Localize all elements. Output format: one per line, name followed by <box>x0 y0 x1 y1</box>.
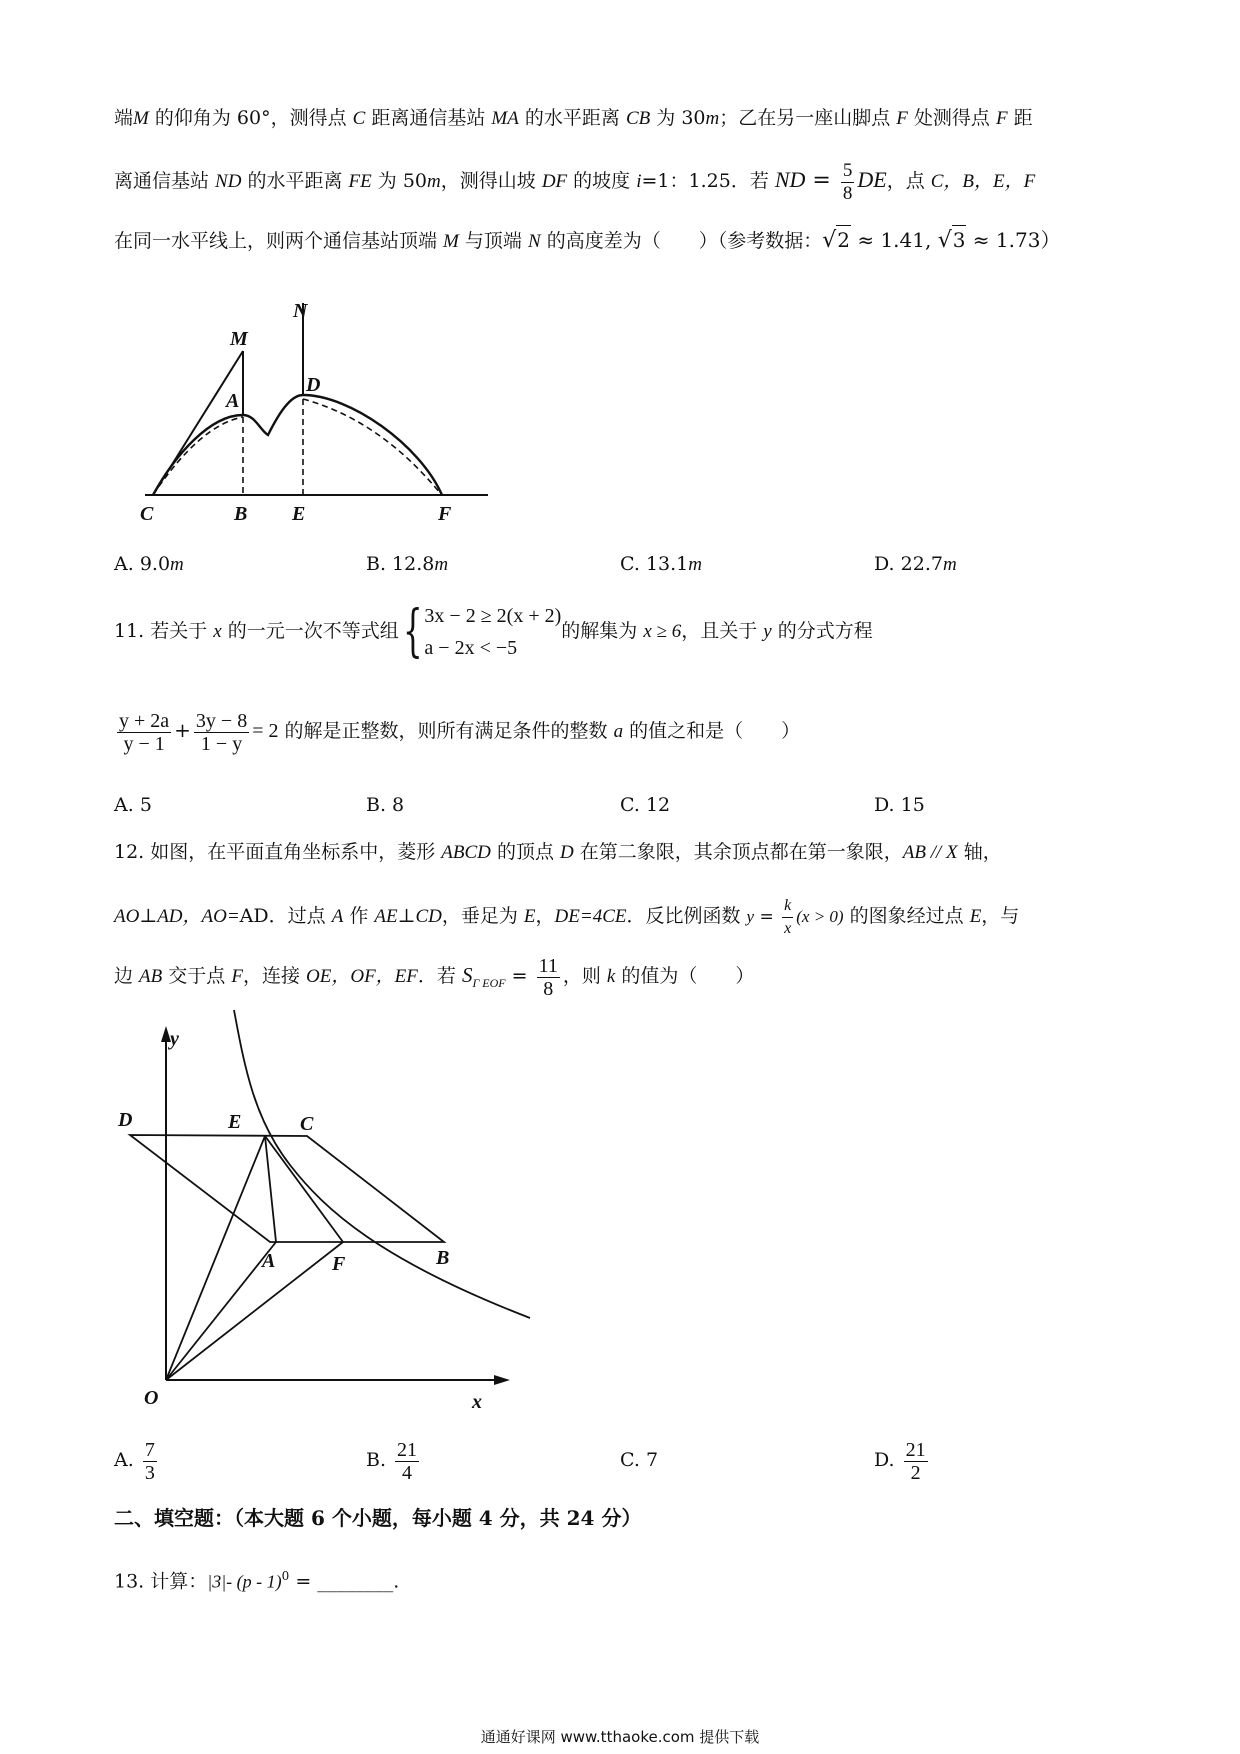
numerator: 7 <box>144 1438 155 1461</box>
equals: = <box>754 907 780 927</box>
option-unit: m <box>434 554 449 575</box>
option-letter: C. <box>620 1449 646 1471</box>
label-c: C <box>300 1113 314 1135</box>
label-e: E <box>228 1111 242 1133</box>
denominator: 4 <box>402 1461 413 1484</box>
radicand: 2 <box>836 225 851 254</box>
numerator: 21 <box>905 1438 926 1461</box>
text: ，测得山坡 <box>440 170 542 192</box>
label-n: N <box>293 300 308 322</box>
label-o: O <box>144 1387 159 1409</box>
option-letter: A. <box>114 553 140 575</box>
q11-option-c <box>620 791 670 819</box>
text: 的值之和是（ ） <box>623 720 801 742</box>
text: ；乙在另一座山脚点 <box>719 107 897 129</box>
text: ，且关于 <box>681 620 764 642</box>
unit-m: m <box>705 108 720 129</box>
text: 端 <box>114 107 134 129</box>
mountain-figure <box>130 295 500 530</box>
var-cb: CB <box>625 108 651 129</box>
fraction-2 <box>194 710 249 755</box>
var-nd: ND <box>774 167 806 192</box>
option-value: 12.8 <box>392 553 435 575</box>
approx-value: ≈ 1.41, <box>850 228 938 252</box>
label-f: F <box>438 503 452 525</box>
option-value: 5 <box>139 794 152 816</box>
text: 的水平距离 <box>518 107 626 129</box>
text: 的仰角为 60°，测得点 <box>148 107 353 129</box>
var-c: C <box>352 108 366 129</box>
option-value: 7 <box>645 1449 659 1471</box>
sqrt-sign: √ <box>937 228 952 253</box>
option-fraction <box>904 1439 928 1484</box>
option-letter: A. <box>114 1449 140 1471</box>
q11-line-1 <box>114 596 873 667</box>
q11-line-2 <box>114 700 800 762</box>
var-ma: MA <box>491 108 519 129</box>
option-value: 13.1 <box>645 553 689 575</box>
q12-line-2 <box>114 886 1019 947</box>
expression: |3|- (p - 1) <box>207 1571 282 1592</box>
label-m: M <box>230 328 248 350</box>
text: 在同一水平线上，则两个通信基站顶端 <box>114 230 444 252</box>
fraction-k-x <box>782 895 793 940</box>
text: 离通信基站 <box>114 170 216 192</box>
var-i: i <box>636 171 642 192</box>
numerator: 21 <box>397 1438 418 1461</box>
q10-option-d <box>874 550 957 579</box>
text: 交于点 <box>162 965 232 987</box>
condition-text: AO⊥AD，AO= <box>114 906 240 927</box>
inequality-system <box>424 600 561 664</box>
option-letter: D. <box>874 553 901 575</box>
text: 与顶端 <box>458 230 528 252</box>
option-value: 9.0 <box>139 553 171 575</box>
var-n: N <box>527 231 541 252</box>
option-letter: C. <box>620 553 646 575</box>
label-b: B <box>234 503 248 525</box>
var-k: k <box>606 966 616 987</box>
option-value: 15 <box>900 794 925 816</box>
plus-sign: + <box>174 718 191 742</box>
fraction-1 <box>117 710 171 755</box>
denominator: 2 <box>910 1461 921 1484</box>
option-unit: m <box>170 554 184 575</box>
text: 的一元一次不等式组 <box>221 620 399 642</box>
text: ，点 <box>886 170 931 192</box>
var-y: y <box>746 907 755 926</box>
option-value: 12 <box>645 794 671 816</box>
text: 的值为（ ） <box>615 965 755 987</box>
approx-value: ≈ 1.73） <box>966 228 1061 252</box>
text: 距离通信基站 <box>365 107 492 129</box>
text: 的高度差为（ ）（参考数据： <box>540 230 823 252</box>
label-a: A <box>262 1250 276 1272</box>
text: 的顶点 <box>490 841 560 863</box>
text: ．过点 <box>268 905 332 927</box>
numerator: 5 <box>842 159 853 181</box>
label-a: A <box>226 390 240 412</box>
text: ，则 <box>562 965 607 987</box>
q10-line-1 <box>114 104 1033 133</box>
coordinate-figure <box>110 1000 540 1420</box>
var-e: E <box>969 906 982 927</box>
label-x: x <box>472 1391 482 1413</box>
label-d: D <box>306 374 321 396</box>
var-f: F <box>896 108 908 129</box>
var-ab: AB <box>139 966 163 987</box>
text: 12. 如图，在平面直角坐标系中，菱形 <box>114 841 442 863</box>
var-f: F <box>231 966 243 987</box>
denominator: y − 1 <box>123 732 165 755</box>
text: ．若 <box>417 965 462 987</box>
label-d: D <box>118 1109 133 1131</box>
text: 在第二象限，其余顶点都在第一象限， <box>573 841 903 863</box>
option-letter: B. <box>366 1449 393 1471</box>
text: 的分式方程 <box>771 620 873 642</box>
label-e: E <box>292 503 306 525</box>
numerator: 11 <box>538 954 558 977</box>
var-fe: FE <box>348 171 372 192</box>
denominator: 8 <box>543 977 554 1000</box>
numerator: k <box>782 895 793 918</box>
text: 的坡度 <box>567 170 637 192</box>
domain-condition: (x > 0) <box>796 907 844 926</box>
q10-option-c <box>620 550 702 579</box>
equals: = <box>505 965 534 987</box>
system-brace: { <box>402 599 423 664</box>
text: =1：1.25．若 <box>641 170 775 192</box>
text: 11. 若关于 <box>114 620 214 642</box>
text: 为 30 <box>650 107 706 129</box>
q10-option-b <box>366 550 448 579</box>
unit-m: m <box>427 171 441 192</box>
var-f: F <box>995 108 1008 129</box>
sqrt-sign: √ <box>822 228 837 253</box>
var-m: M <box>443 231 459 252</box>
label-c: C <box>140 503 154 525</box>
option-letter: C. <box>620 794 646 816</box>
denominator: 8 <box>842 182 853 204</box>
text: 处测得点 <box>907 107 996 129</box>
q10-line-3 <box>114 225 1060 256</box>
text: 作 <box>343 905 375 927</box>
label-f: F <box>332 1253 346 1275</box>
label-b: B <box>436 1247 450 1269</box>
var-d: D <box>560 842 574 863</box>
q11-option-a <box>114 791 152 819</box>
segments: OE，OF，EF <box>306 966 418 987</box>
text: 的图象经过点 <box>843 905 970 927</box>
var-ad: AD <box>239 905 269 927</box>
text: ．反比例函数 <box>626 905 747 927</box>
denominator: 3 <box>144 1461 155 1484</box>
var-a: a <box>613 721 624 742</box>
q12-option-b <box>366 1430 422 1490</box>
option-value: 8 <box>392 794 405 816</box>
q12-option-c <box>620 1430 658 1490</box>
var-de: DE <box>857 167 887 192</box>
text: ，垂足为 <box>441 905 524 927</box>
option-letter: D. <box>874 794 901 816</box>
var-e: E <box>523 906 536 927</box>
option-unit: m <box>688 554 702 575</box>
option-letter: B. <box>366 794 393 816</box>
inequality-1: 3x − 2 ≥ 2(x + 2) <box>424 605 562 627</box>
area-symbol: S <box>461 963 473 987</box>
text: ，连接 <box>242 965 307 987</box>
equals: = <box>805 168 838 193</box>
text: 轴， <box>957 841 1002 863</box>
text: 的解集为 <box>561 620 644 642</box>
q12-line-1 <box>114 838 1002 867</box>
equals: = 2 <box>252 720 279 742</box>
q11-option-d <box>874 791 925 819</box>
text: ，与 <box>981 905 1020 927</box>
area-subscript: Γ EOF <box>472 975 506 990</box>
q10-option-a <box>114 550 184 579</box>
var-df: DF <box>541 171 568 192</box>
points: C，B，E，F <box>930 171 1036 192</box>
option-fraction <box>395 1439 419 1484</box>
option-value: 22.7 <box>900 553 943 575</box>
solution-set: x ≥ 6 <box>643 621 682 642</box>
q12-option-d <box>874 1430 931 1490</box>
var-y: y <box>763 621 772 642</box>
q13-line <box>114 1562 399 1595</box>
option-letter: D. <box>874 1449 901 1471</box>
option-fraction <box>143 1439 157 1484</box>
footer-text: 通通好课网 www.tthaoke.com 提供下载 <box>480 1728 760 1746</box>
denominator: x <box>784 919 792 937</box>
q11-option-b <box>366 791 404 819</box>
denominator: 1 − y <box>200 732 243 755</box>
answer-blank: = ________. <box>289 1570 400 1593</box>
text: 的水平距离 <box>241 170 349 192</box>
option-letter: B. <box>366 553 393 575</box>
fraction-5-8 <box>841 160 855 205</box>
var-abcd: ABCD <box>441 842 491 863</box>
text: 距 <box>1007 107 1033 129</box>
parallel-statement: AB // X <box>902 842 958 863</box>
text: 边 <box>114 965 140 987</box>
option-letter: A. <box>114 794 140 816</box>
var-m: M <box>133 108 149 129</box>
text: ， <box>535 905 555 927</box>
fraction-11-8 <box>537 955 560 1000</box>
text: 为 50 <box>371 170 428 192</box>
radicand: 3 <box>952 225 967 254</box>
q10-line-2 <box>114 150 1035 212</box>
var-nd: ND <box>215 171 242 192</box>
q12-option-a <box>114 1430 160 1490</box>
var-x: x <box>213 621 222 642</box>
text: 13. 计算： <box>114 1570 208 1593</box>
ratio-statement: DE=4CE <box>554 906 627 927</box>
numerator: 3y − 8 <box>195 709 248 732</box>
exponent: 0 <box>281 1569 290 1583</box>
var-a: A <box>331 906 344 927</box>
perpendicular-statement: AE⊥CD <box>374 906 442 927</box>
inequality-2: a − 2x < −5 <box>424 637 518 659</box>
option-unit: m <box>942 554 957 575</box>
numerator: y + 2a <box>119 709 170 732</box>
label-y: y <box>170 1028 179 1050</box>
section-heading: 二、填空题：（本大题 6 个小题，每小题 4 分，共 24 分） <box>114 1506 642 1530</box>
text: 的解是正整数，则所有满足条件的整数 <box>278 720 614 742</box>
